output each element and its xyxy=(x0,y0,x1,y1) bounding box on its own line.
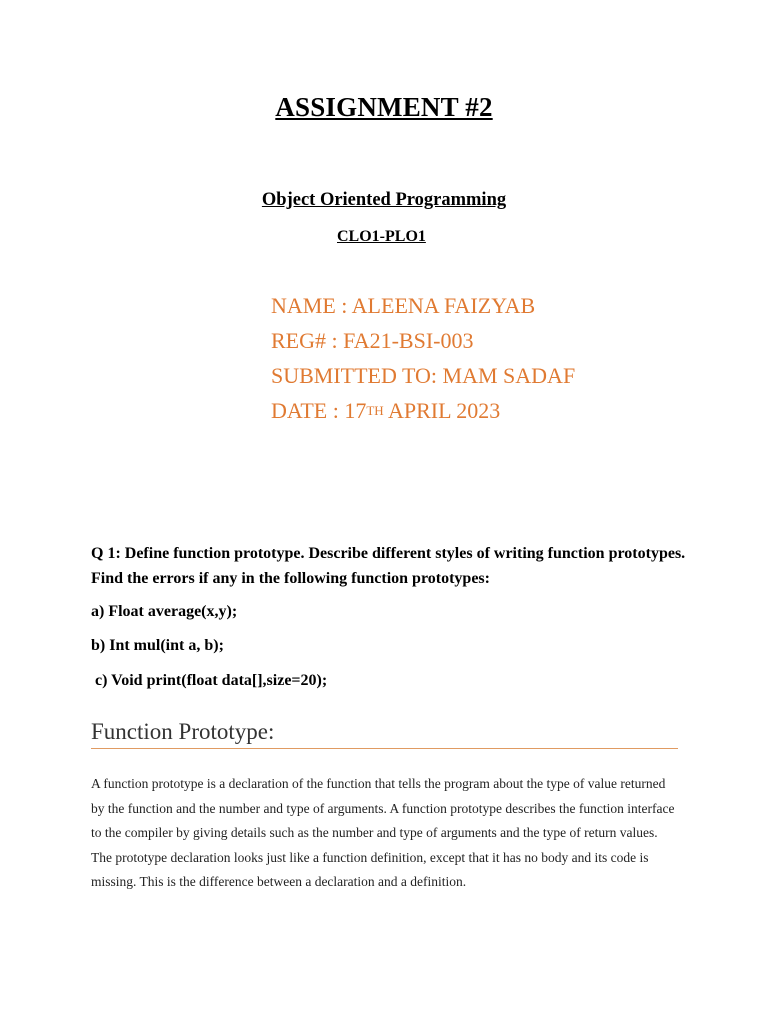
date-ordinal-suffix: TH xyxy=(366,403,384,418)
course-subject: Object Oriented Programming xyxy=(261,190,507,210)
assignment-title: ASSIGNMENT #2 xyxy=(275,92,493,122)
student-info-block xyxy=(271,288,575,431)
question-text: Q 1: Define function prototype. Describe different styles of writing function prototypes. Find the errors if any in the following function prototypes: xyxy=(91,545,686,587)
section-heading: Function Prototype: xyxy=(91,719,678,749)
question-option-b: b) Int mul(int a, b); xyxy=(91,637,224,654)
submission-date xyxy=(271,393,575,431)
section-body-paragraph: A function prototype is a declaration of the function that tells the program about the type of value returned by the function and the number and type of arguments. A function prototype describes the function interface to the compiler by giving details such as the number and type of arguments and the type of return values. The prototype declaration looks just like a function definition, except that it has no body and its code is missing. This is the difference between a declaration and a definition. xyxy=(91,776,675,889)
registration-number: REG# : FA21-BSI-003 xyxy=(271,328,474,353)
question-option-c: c) Void print(float data[],size=20); xyxy=(95,672,328,689)
date-suffix: APRIL 2023 xyxy=(383,398,501,423)
clo-plo-label: CLO1-PLO1 xyxy=(337,228,426,245)
date-prefix: DATE : 17 xyxy=(271,398,367,423)
submitted-to: SUBMITTED TO: MAM SADAF xyxy=(271,363,576,388)
question-option-a: a) Float average(x,y); xyxy=(91,603,238,620)
student-name: NAME : ALEENA FAIZYAB xyxy=(271,293,536,318)
